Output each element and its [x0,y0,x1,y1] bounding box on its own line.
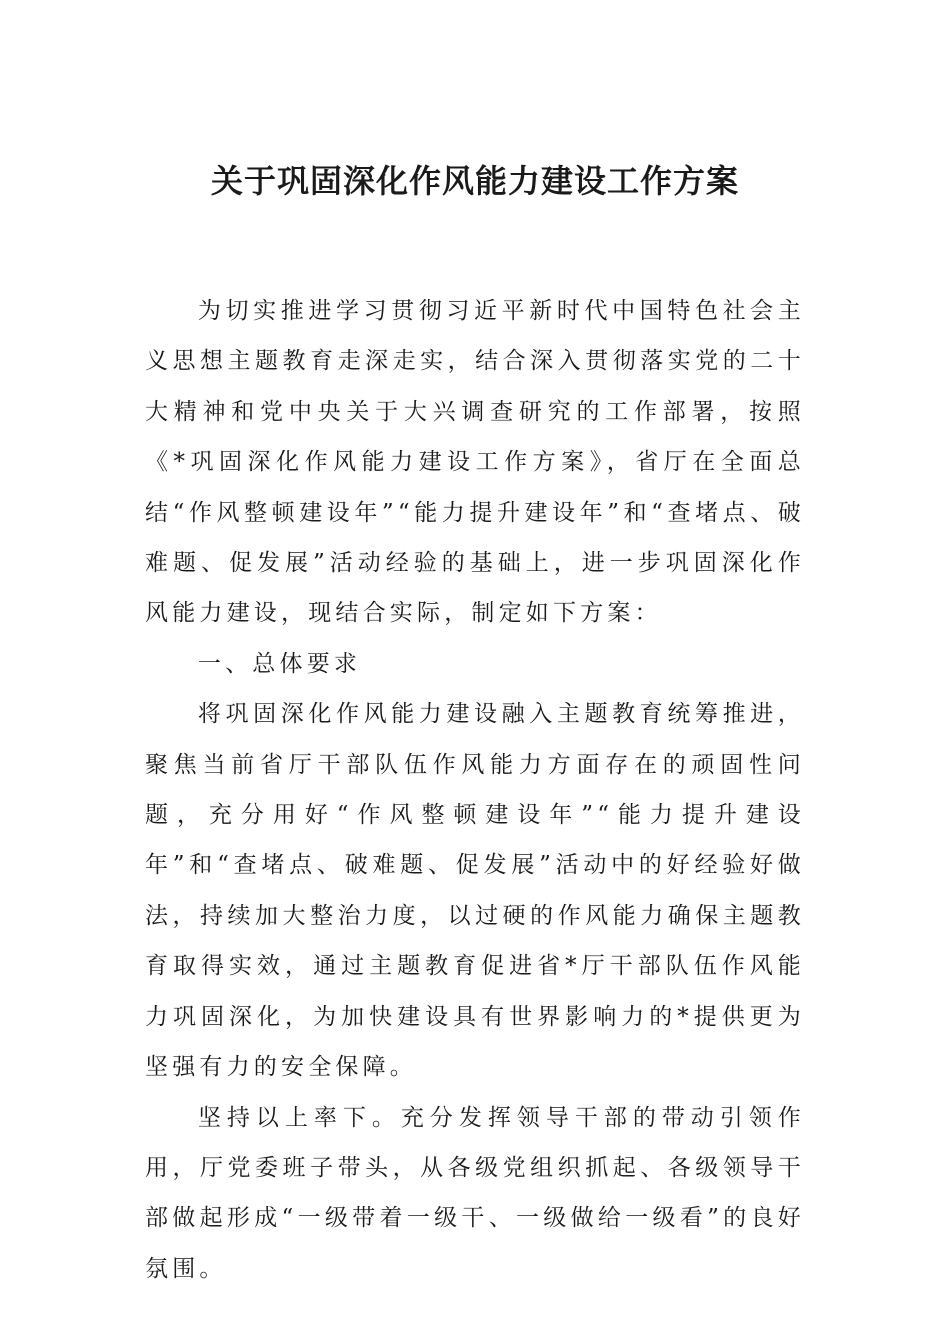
document-body [145,286,805,1294]
paragraph-general-requirements: 将巩固深化作风能力建设融入主题教育统筹推进，聚焦当前省厅干部队伍作风能力方面存在的顽固性问题，充分用好“作风整顿建设年”“能力提升建设年”和“查堵点、破难题、促发展”活动中的好经验好做法，持续加大整治力度，以过硬的作风能力确保主题教育取得实效，通过主题教育促进省*厅干部队伍作风能力巩固深化，为加快建设具有世界影响力的*提供更为坚强有力的安全保障。 [145,701,805,1081]
paragraph-leading-by-example: 坚持以上率下。充分发挥领导干部的带动引领作用，厅党委班子带头，从各级党组织抓起、各级领导干部做起形成“一级带着一级干、一级做给一级看”的良好氛围。 [145,1104,805,1282]
paragraph-intro: 为切实推进学习贯彻习近平新时代中国特色社会主义思想主题教育走深走实，结合深入贯彻落实党的二十大精神和党中央关于大兴调查研究的工作部署，按照《*巩固深化作风能力建设工作方案》，省厅在全面总结“作风整顿建设年”“能力提升建设年”和“查堵点、破难题、促发展”活动经验的基础上，进一步巩固深化作风能力建设，现结合实际，制定如下方案： [145,298,805,627]
section-heading-general-requirements: 一、总体要求 [197,650,362,677]
document-title: 关于巩固深化作风能力建设工作方案 [210,162,739,200]
